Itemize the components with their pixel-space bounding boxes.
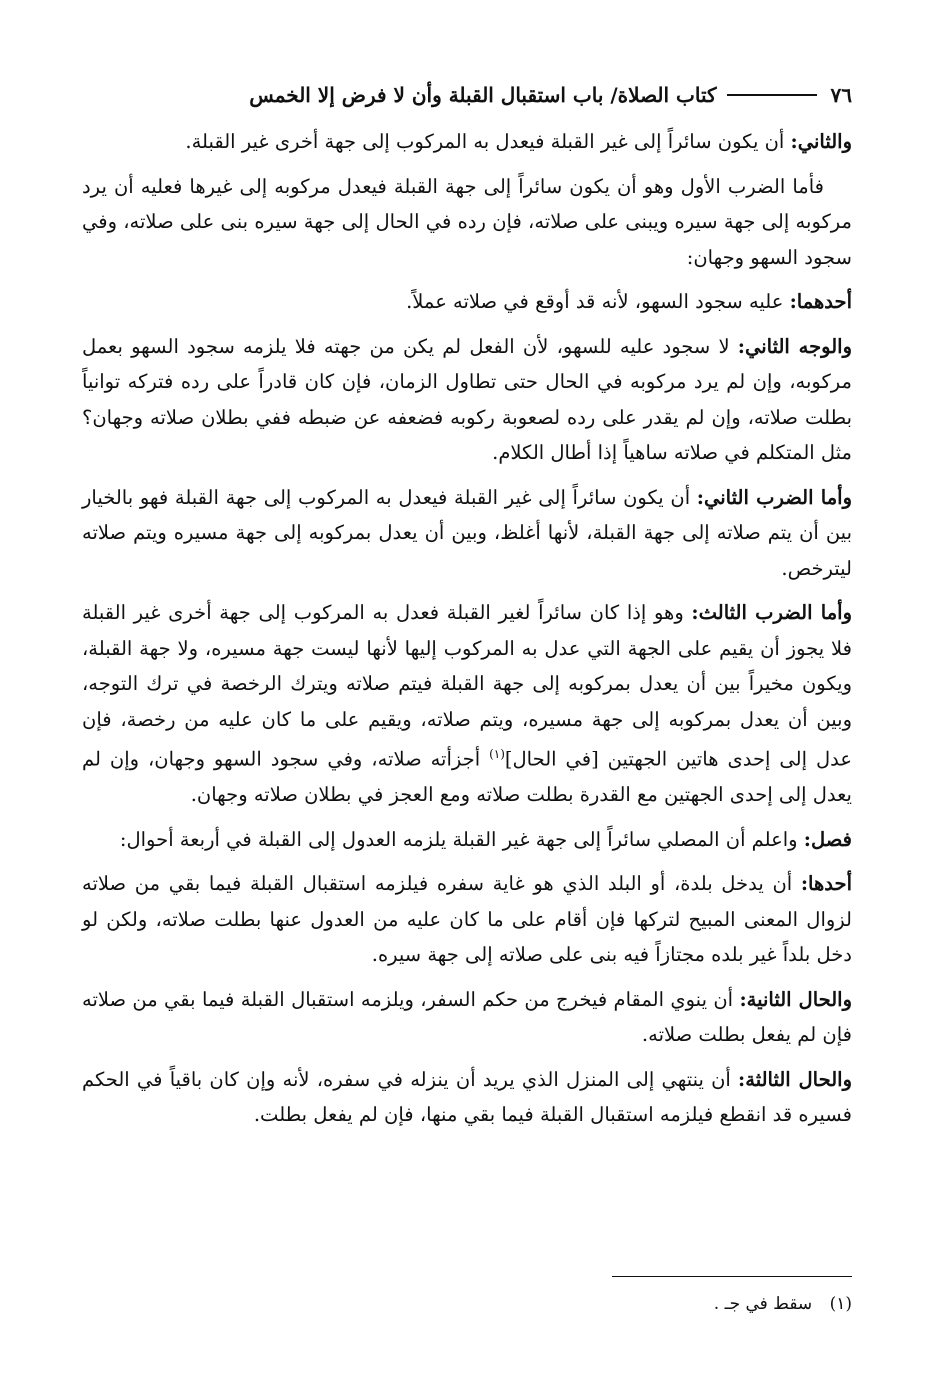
paragraph (82, 866, 852, 973)
paragraph-text: فأما الضرب الأول وهو أن يكون سائراً إلى جهة القبلة فيعدل مركوبه إلى غيرها فعليه أن يرد مركوبه إلى جهة سيره ويبنى على صلاته، فإن رده في الحال إلى جهة سيره بنى على صلاته، وفي سجود السهو وجهان: (82, 174, 852, 269)
paragraph-lead: والحال الثانية: (739, 987, 852, 1011)
footnote-rule (612, 1276, 852, 1277)
paragraph (82, 480, 852, 587)
paragraph (82, 1062, 852, 1133)
paragraph (82, 124, 852, 160)
running-title: كتاب الصلاة/ باب استقبال القبلة وأن لا فرض إلا الخمس (249, 83, 717, 107)
paragraph-text: أن ينتهي إلى المنزل الذي يريد أن ينزله في سفره، لأنه وإن كان باقياً في الحكم فسيره قد انقطع فيلزمه استقبال القبلة فيما بقي منها، فإن لم يفعل بطلت. (82, 1067, 852, 1126)
paragraph-lead: والوجه الثاني: (737, 334, 852, 358)
paragraph-text-tail: أجزأته صلاته، وفي سجود السهو وجهان، وإن لم يعدل إلى إحدى الجهتين مع القدرة بطلت صلاته ومع العجز في بطلان صلاته وجهان. (82, 747, 852, 806)
paragraph-text: أن ينوي المقام فيخرج من حكم السفر، ويلزمه استقبال القبلة فيما بقي من صلاته فإن لم يفعل بطلت صلاته. (82, 987, 852, 1046)
footnote-marker: (١) (489, 747, 505, 761)
paragraph-lead: وأما الضرب الثاني: (696, 485, 852, 509)
paragraph-text: عليه سجود السهو، لأنه قد أوقع في صلاته عملاً. (406, 290, 790, 313)
paragraph-lead: والثاني: (790, 130, 852, 153)
paragraph-text: أن يدخل بلدة، أو البلد الذي هو غاية سفره فيلزمه استقبال القبلة فيما بقي من صلاته لزوال المعنى المبيح لتركها فإن أقام على ما كان عليه من العدول عنها بطلت صلاته، ولكن لو دخل بلداً غير بلده مجتازاً فيه بنى على صلاته إلى جهة سيره. (82, 872, 852, 966)
header-rule (727, 94, 817, 96)
paragraph-text: أن يكون سائراً إلى غير القبلة فيعدل به المركوب إلى جهة القبلة فهو بالخيار بين أن يتم صلاته إلى جهة القبلة، لأنها أغلظ، وبين أن يعدل بمركوبه إلى جهة مسيره ويتم صلاته ليترخص. (82, 485, 852, 580)
running-head (82, 78, 852, 112)
paragraph-text: لا سجود عليه للسهو، لأن الفعل لم يكن من جهته فلا يلزمه سجود السهو بعمل مركوبه، وإن لم يرد مركوبه في الحال حتى تطاول الزمان، فإن كان قادراً على رده فتركه توانياً بطلت صلاته، وإن لم يقدر على رده لصعوبة ركوبه فضعفه عن ضبطه ففي بطلان صلاته وجهان؟ مثل المتكلم في صلاته ساهياً إذا أطال الكلام. (82, 334, 852, 464)
page (82, 78, 852, 1142)
paragraph (82, 595, 852, 813)
paragraph-lead: والحال الثالثة: (738, 1067, 852, 1091)
paragraph (82, 169, 852, 276)
footnote-number: (١) (829, 1294, 852, 1314)
footnote (714, 1290, 852, 1318)
paragraph (82, 284, 852, 320)
paragraph-lead: أحدها: (800, 872, 852, 895)
paragraph-lead: فصل: (803, 827, 852, 851)
page-number: ٧٦ (830, 83, 852, 107)
footnote-text: سقط في جـ . (713, 1294, 813, 1314)
paragraph (82, 822, 852, 858)
paragraph-text: وهو إذا كان سائراً لغير القبلة فعدل به المركوب إلى جهة أخرى غير القبلة فلا يجوز أن يقيم على الجهة التي عدل به المركوب إليها لأنها ليست جهة مسيره، ولا جهة القبلة، ويكون مخيراً بين أن يعدل بمركوبه إلى جهة القبلة فيتم صلاته ويترك الرخصة في ترك التوجه، وبين أن يعدل بمركوبه إلى جهة مسيره، ويتم صلاته، ويقيم على ما كان عليه من رخصة، فإن عدل إلى إحدى هاتين الجهتين [في الحال] (82, 601, 852, 771)
paragraph-lead: أحدهما: (789, 290, 852, 313)
paragraph (82, 329, 852, 471)
paragraph-text: أن يكون سائراً إلى غير القبلة فيعدل به المركوب إلى جهة أخرى غير القبلة. (185, 130, 791, 153)
paragraph-lead: وأما الضرب الثالث: (691, 601, 852, 624)
paragraph-text: واعلم أن المصلي سائراً إلى جهة غير القبلة يلزمه العدول إلى القبلة في أربعة أحوال: (119, 827, 804, 851)
paragraph (82, 982, 852, 1053)
body-text (82, 124, 852, 1133)
